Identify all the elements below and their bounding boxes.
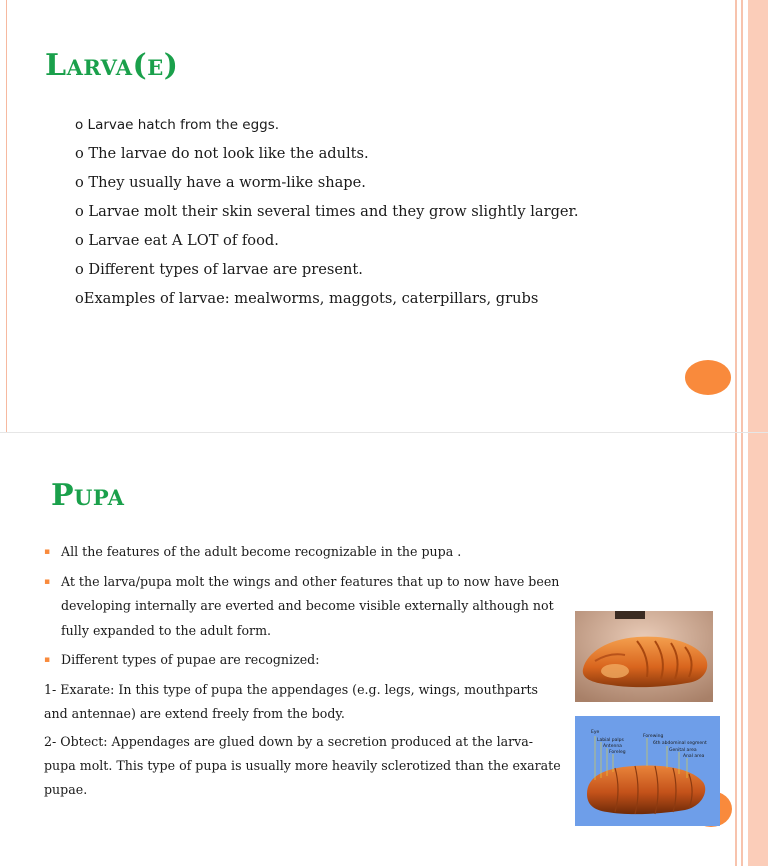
obtect-pupa-diagram: [575, 716, 720, 826]
slide-title: Larva(e): [45, 48, 179, 83]
bullet-dot-icon: ▪: [44, 547, 51, 557]
exarate-paragraph: 1- Exarate: In this type of pupa the appendages (e.g. legs, wings, mouthparts and antennae) are extend freely from the body.: [44, 681, 538, 721]
diagram-label-foreleg: Foreleg: [609, 750, 626, 755]
accent-circle: [685, 360, 731, 395]
right-stripe: [735, 0, 737, 432]
larva-bullet-list: [75, 114, 579, 317]
diagram-label-genital-area: Genital area: [669, 748, 697, 753]
bullet-dot-icon: ▪: [44, 655, 51, 665]
diagram-label-antenna: Antenna: [603, 744, 622, 749]
slide-left-border: [6, 0, 7, 432]
diagram-label-anal-area: Anal area: [683, 754, 705, 759]
slide-larva: [0, 0, 768, 432]
right-stripe: [741, 0, 743, 432]
right-stripe: [748, 0, 768, 432]
pupa-photo-illustration: [575, 611, 713, 702]
right-stripe: [741, 433, 743, 866]
bullet-dot-icon: ▪: [44, 576, 51, 587]
exarate-pupa-photo: [575, 611, 713, 702]
diagram-label-eye: Eye: [591, 730, 600, 735]
list-item: o The larvae do not look like the adults.: [75, 145, 369, 162]
right-stripe: [735, 433, 737, 866]
list-item: o Larvae molt their skin several times and they grow slightly larger.: [75, 203, 579, 220]
list-item: o Larvae hatch from the eggs.: [75, 117, 280, 133]
diagram-label-abdominal-segment: 6th abdominal segment: [653, 741, 707, 746]
bullet-text: At the larva/pupa molt the wings and other features that up to now have been developing internally are everted and become visible externally although not fully expanded to the adult form.: [61, 573, 560, 638]
list-item: [44, 648, 564, 673]
slide-title: Pupa: [51, 478, 125, 513]
list-item: oExamples of larvae: mealworms, maggots, caterpillars, grubs: [75, 290, 539, 307]
diagram-label-forewing: Forewing: [643, 734, 664, 739]
list-item: o Different types of larvae are present.: [75, 261, 363, 278]
list-item: [44, 570, 564, 644]
list-item: o Larvae eat A LOT of food.: [75, 232, 279, 249]
right-stripe: [748, 433, 768, 866]
list-item: o They usually have a worm-like shape.: [75, 174, 366, 191]
list-item: [44, 540, 564, 565]
diagram-label-labial-palps: Labial palps: [597, 738, 624, 743]
bullet-text: Different types of pupae are recognized:: [61, 652, 320, 667]
pupa-content: [44, 540, 564, 806]
obtect-paragraph: 2- Obtect: Appendages are glued down by a secretion produced at the larva-pupa molt. This type of pupa is usually more heavily sclerotized than the exarate pupae.: [44, 733, 561, 797]
bullet-text: All the features of the adult become recognizable in the pupa .: [61, 544, 462, 559]
